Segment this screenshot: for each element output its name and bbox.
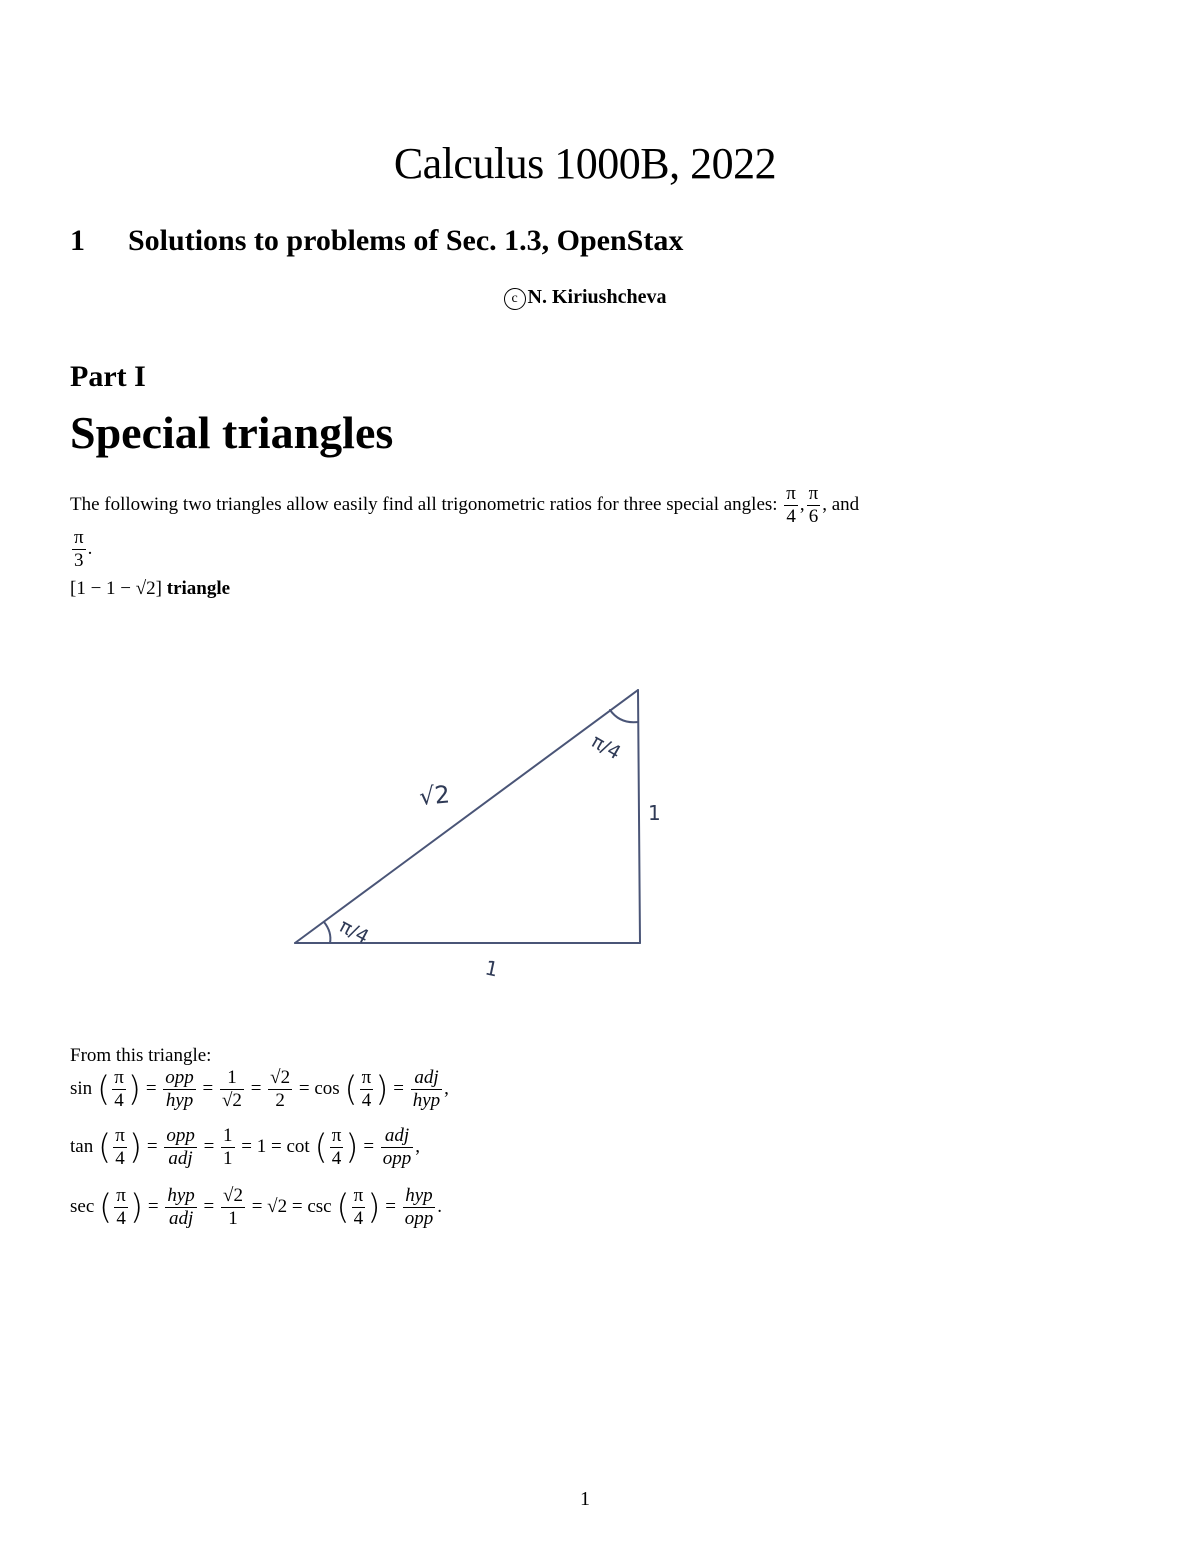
page-number: 1 (580, 1488, 590, 1510)
bottom-side-label: 1 (482, 955, 501, 982)
tan-symbol: tan (70, 1135, 94, 1157)
right-side-label: 1 (648, 801, 661, 825)
intro-text: The following two triangles allow easily find all trigonometric ratios for three special angles: (70, 493, 778, 515)
top-angle-arc (610, 710, 638, 722)
copyright-icon: c (504, 288, 526, 310)
cot-symbol: cot (286, 1135, 310, 1157)
hypotenuse-label: √2 (418, 780, 451, 811)
document-title: Calculus 1000B, 2022 (393, 139, 777, 188)
section-number: 1 (70, 224, 85, 257)
sec-csc-equation: sec ( $\frac{\pi}{4}$ ) = $\frac{\text{hyp}}{\text{adj}}$ = $\frac{√2}{1}$ = √2 = csc ( $\frac{\pi}{4}$ ) = $\frac{\text{hyp}}{\text{opp}}$ . (70, 1185, 442, 1229)
part-heading: Special triangles (70, 407, 394, 458)
author-line (0, 286, 1170, 310)
left-angle-arc (324, 922, 330, 943)
triangle-subheading (70, 578, 230, 600)
author-name: N. Kiriushcheva (527, 286, 667, 308)
triangle-figure (280, 680, 700, 990)
top-angle-label: π/4 (587, 730, 625, 765)
cos-symbol: cos (314, 1077, 340, 1099)
section-title: Solutions to problems of Sec. 1.3, OpenStax (128, 224, 684, 257)
triangle-expression: [1 − 1 − √2] (70, 578, 163, 599)
intro-paragraph-cont: $\frac{\pi}{3}$ . (74, 527, 93, 571)
csc-symbol: csc (307, 1195, 332, 1217)
right-side-line (638, 690, 640, 943)
part-label: Part I (70, 360, 146, 393)
angle-fraction: $\frac{\pi}{6}$ (808, 483, 819, 527)
left-angle-label: π/4 (335, 914, 373, 949)
sin-cos-equation: sin ( $\frac{\pi}{4}$ ) = $\frac{\text{opp}}{\text{hyp}}$ = $\frac{1}{√2}$ = $\frac{√2}{2}$ = cos ( $\frac{\pi}{4}$ ) = $\frac{\text{adj}}{\text{hyp}}$ , (70, 1067, 449, 1111)
triangle-word: triangle (166, 578, 231, 599)
angle-fraction: $\frac{\pi}{4}$ (786, 483, 796, 527)
derivation-intro: From this triangle: (70, 1045, 212, 1066)
hypotenuse-line (295, 690, 638, 943)
sec-symbol: sec (70, 1195, 95, 1217)
sin-symbol: sin (70, 1077, 93, 1099)
and-word: , and (822, 493, 860, 515)
tan-cot-equation: tan ( $\frac{\pi}{4}$ ) = $\frac{\text{opp}}{\text{adj}}$ = $\frac{1}{1}$ = 1 = cot ( $\frac{\pi}{4}$ ) = $\frac{\text{adj}}{\text{opp}}$ , (70, 1125, 421, 1169)
angle-fraction: $\frac{\pi}{3}$ (74, 527, 84, 571)
intro-paragraph: The following two triangles allow easily find all trigonometric ratios for three special angles: $\frac{\pi}{4}$ , $\frac{\pi}{6}$ , and (70, 483, 860, 527)
